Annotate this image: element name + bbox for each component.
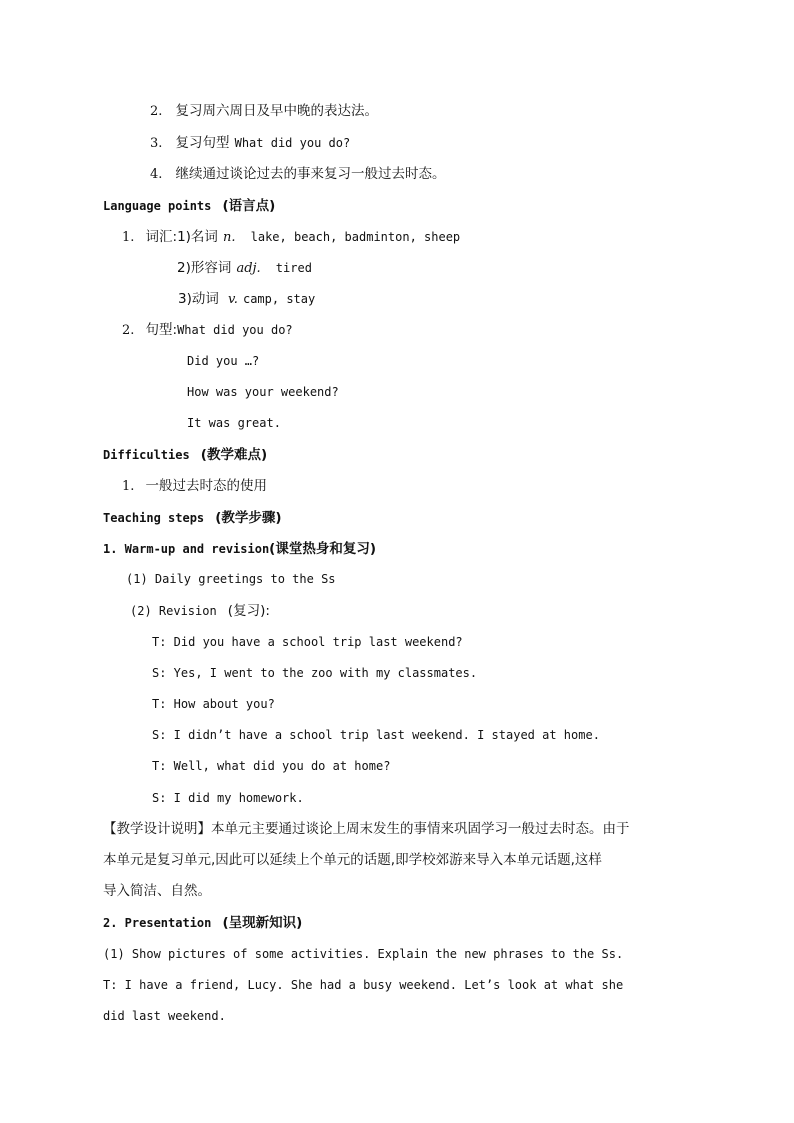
item-number: 4. xyxy=(150,167,163,182)
heading-cn: (课堂热身和复习) xyxy=(269,541,377,557)
step1-sub2 xyxy=(130,600,270,621)
step1-heading xyxy=(103,538,376,559)
design-note-line-2: 本单元是复习单元,因此可以延续上个单元的话题,即学校郊游来导入本单元话题,这样 xyxy=(103,852,602,868)
dialogue-line: S: Yes, I went to the zoo with my classmates. xyxy=(152,666,478,680)
verb-label: 3)动词 xyxy=(178,291,219,307)
dialogue-line: T: How about you? xyxy=(152,697,275,711)
item-text-cn: 复习句型 xyxy=(175,135,230,151)
heading-cn: (教学步骤) xyxy=(215,510,282,526)
difficulty-item-1 xyxy=(122,475,267,497)
sub2-cn: (复习): xyxy=(227,603,270,619)
dialogue-line: S: I didn’t have a school trip last weekend. I stayed at home. xyxy=(152,728,600,742)
sentence-item: How was your weekend? xyxy=(187,385,339,399)
difficulties-heading xyxy=(103,444,267,465)
item-number: 1. xyxy=(122,479,135,494)
design-note-line-1 xyxy=(103,819,630,839)
heading-cn: (教学难点) xyxy=(200,447,268,463)
noun-pos: n. xyxy=(223,230,236,245)
design-note-line-3: 导入简洁、自然。 xyxy=(103,883,211,899)
dialogue-line: T: Well, what did you do at home? xyxy=(152,759,391,773)
noun-label: 1)名词 xyxy=(177,229,218,245)
item-text: 一般过去时态的使用 xyxy=(145,478,267,494)
item-number: 2. xyxy=(150,104,163,119)
objective-item-3 xyxy=(150,132,350,154)
heading-en: 2. Presentation xyxy=(103,916,212,930)
language-points-heading xyxy=(103,195,275,216)
vocab-noun-line xyxy=(122,226,460,248)
design-note-text: 本单元主要通过谈论上周末发生的事情来巩固学习一般过去时态。由于 xyxy=(211,821,630,837)
adj-label: 2)形容词 xyxy=(177,260,232,276)
objective-item-2 xyxy=(150,100,378,122)
adj-words: tired xyxy=(275,261,312,275)
step2-heading xyxy=(103,912,302,933)
vocab-label: 词汇: xyxy=(145,229,178,245)
verb-pos: v. xyxy=(227,292,238,307)
adj-pos: adj. xyxy=(236,261,261,276)
item-number: 2. xyxy=(122,323,135,338)
step2-line-1: (1) Show pictures of some activities. Explain the new phrases to the Ss. xyxy=(103,947,624,961)
design-note-label: 【教学设计说明】 xyxy=(103,821,211,837)
item-number: 3. xyxy=(150,136,163,151)
vocab-verb-line xyxy=(178,288,315,310)
sentence-item: What did you do? xyxy=(177,323,293,337)
item-text-en: What did you do? xyxy=(234,136,351,150)
dialogue-line: T: Did you have a school trip last weekend? xyxy=(152,635,463,649)
step2-line-2: T: I have a friend, Lucy. She had a busy weekend. Let’s look at what she xyxy=(103,978,624,992)
heading-en: 1. Warm-up and revision xyxy=(103,542,270,556)
item-text: 复习周六周日及早中晚的表达法。 xyxy=(175,103,378,119)
step1-sub1: (1) Daily greetings to the Ss xyxy=(126,572,336,586)
verb-words: camp, stay xyxy=(242,292,316,306)
item-number: 1. xyxy=(122,230,135,245)
heading-cn: (呈现新知识) xyxy=(222,915,303,931)
heading-en: Difficulties xyxy=(103,448,190,462)
heading-en: Teaching steps xyxy=(103,511,205,525)
step2-line-3: did last weekend. xyxy=(103,1009,226,1023)
heading-cn: (语言点) xyxy=(222,198,276,214)
teaching-steps-heading xyxy=(103,507,282,528)
heading-en: Language points xyxy=(103,199,212,213)
dialogue-line: S: I did my homework. xyxy=(152,791,304,805)
objective-item-4 xyxy=(150,163,446,185)
vocab-adj-line xyxy=(177,257,312,279)
sentences-label: 句型: xyxy=(145,322,178,338)
item-text: 继续通过谈论过去的事来复习一般过去时态。 xyxy=(175,166,446,182)
sentence-item: Did you …? xyxy=(187,354,260,368)
sentence-line-1 xyxy=(122,319,293,341)
noun-words: lake, beach, badminton, sheep xyxy=(250,230,461,244)
sub2-en: (2) Revision xyxy=(130,604,217,618)
sentence-item: It was great. xyxy=(187,416,281,430)
